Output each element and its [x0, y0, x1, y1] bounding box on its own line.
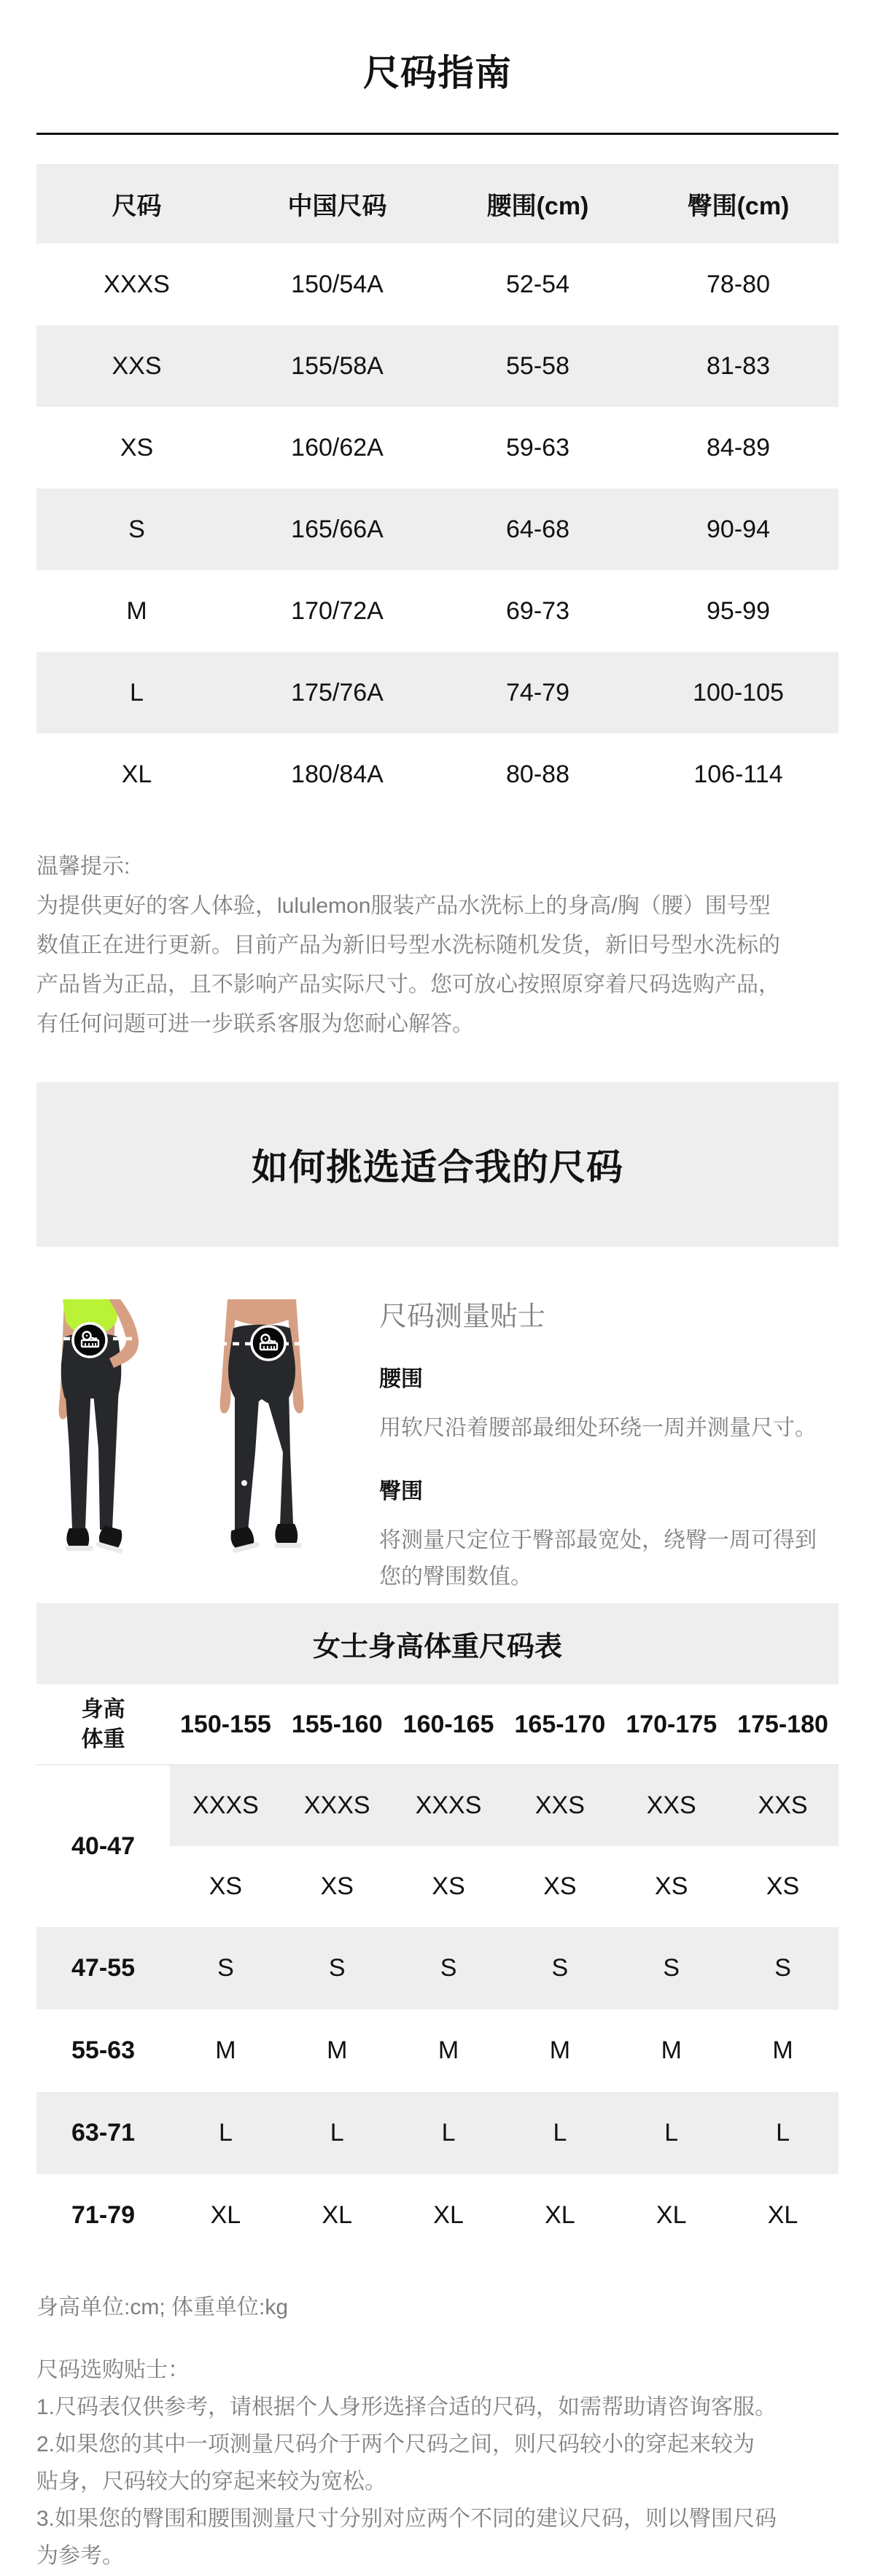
waist-label: 腰围 — [379, 1367, 423, 1391]
weight-row-55-63 — [36, 2009, 839, 2092]
size-cell: S — [551, 1954, 569, 1982]
size-cell: XL — [656, 2201, 687, 2229]
size-cell: M — [327, 2036, 348, 2064]
size-cell: XS — [543, 1872, 577, 1900]
size-cell: S — [328, 1954, 346, 1982]
height-column-header: 170-175 — [626, 1710, 718, 1738]
size-cell: XXS — [758, 1791, 808, 1819]
size-cell: XXXS — [415, 1791, 482, 1819]
purchase-tip-line: 为参考。 — [36, 2544, 124, 2568]
size-cell: XXS — [534, 1791, 585, 1819]
how-to-banner — [36, 1082, 839, 1247]
leggings-models-image — [36, 1299, 321, 1569]
purchase-tip-line: 贴身，尺码较大的穿起来较为宽松。 — [36, 2470, 386, 2494]
size-cell: XS — [655, 1872, 688, 1900]
cell: 100-105 — [693, 678, 784, 707]
size-cell: XL — [767, 2201, 798, 2229]
notice-line: 为提供更好的客人体验，lululemon服装产品水洗标上的身高/胸（腰）围号型 — [36, 894, 771, 918]
cell: 52-54 — [506, 270, 569, 298]
size-cell: S — [774, 1954, 791, 1982]
weight-range-label: 71-79 — [71, 2201, 135, 2229]
height-weight-header-row — [36, 1684, 839, 1765]
purchase-tip-line: 1.尺码表仅供参考，请根据个人身形选择合适的尺码，如需帮助请咨询客服。 — [36, 2395, 777, 2419]
size-subrow — [170, 1765, 839, 1846]
height-column-header: 150-155 — [180, 1710, 271, 1738]
size-cell: XL — [210, 2201, 241, 2229]
tape-measure-badge — [252, 1326, 285, 1360]
waist-description: 用软尺沿着腰部最细处环绕一周并测量尺寸。 — [379, 1416, 817, 1440]
size-cell: XL — [545, 2201, 575, 2229]
size-cell: S — [663, 1954, 680, 1982]
table-row-l — [36, 652, 839, 734]
height-weight-banner — [36, 1603, 839, 1684]
cell: 78-80 — [707, 270, 770, 298]
cell: XXS — [112, 351, 162, 380]
weight-row-71-79 — [36, 2174, 839, 2257]
weight-range-label: 63-71 — [71, 2119, 135, 2147]
size-cell: XS — [209, 1872, 243, 1900]
corner-height-label: 身高 — [81, 1697, 125, 1721]
cell: 150/54A — [291, 270, 384, 298]
notice-line: 数值正在进行更新。目前产品为新旧号型水洗标随机发货，新旧号型水洗标的 — [36, 933, 780, 957]
size-chart-table — [36, 164, 839, 815]
cell: XXXS — [104, 270, 170, 298]
measurement-tips-title: 尺码测量贴士 — [379, 1301, 546, 1332]
corner-weight-label: 体重 — [81, 1727, 125, 1751]
hip-description-line: 将测量尺定位于臀部最宽处，绕臀一周可得到 — [379, 1528, 817, 1552]
purchase-tips — [36, 2351, 839, 2575]
notice-block — [36, 847, 839, 1044]
cell: 160/62A — [291, 433, 384, 462]
weight-range-label: 47-55 — [71, 1954, 135, 1982]
size-cell: M — [215, 2036, 236, 2064]
table-row-xxs — [36, 325, 839, 407]
cell: 81-83 — [707, 351, 770, 380]
height-weight-title: 女士身高体重尺码表 — [312, 1632, 562, 1662]
size-cell: S — [217, 1954, 234, 1982]
tape-measure-badge — [73, 1323, 106, 1357]
notice-line: 温馨提示: — [36, 855, 131, 879]
notice-line: 产品皆为正品，且不影响产品实际尺寸。您可放心按照原穿着尺码选购产品， — [36, 973, 780, 997]
weight-range-label: 55-63 — [71, 2036, 135, 2064]
cell: 74-79 — [506, 678, 569, 707]
table-row-m — [36, 570, 839, 652]
size-chart-header-row — [36, 164, 839, 244]
size-cell: L — [776, 2119, 790, 2147]
size-cell: S — [440, 1954, 457, 1982]
column-header-cn-size: 中国尺码 — [287, 192, 387, 220]
size-cell: M — [438, 2036, 459, 2064]
cell: 106-114 — [693, 760, 783, 788]
cell: 84-89 — [707, 433, 770, 462]
brand-logo-dot — [241, 1480, 247, 1486]
purchase-tip-line: 3.如果您的臀围和腰围测量尺寸分别对应两个不同的建议尺码，则以臀围尺码 — [36, 2507, 777, 2531]
cell: 170/72A — [291, 596, 384, 625]
cell: 175/76A — [291, 678, 384, 707]
height-column-header: 165-170 — [514, 1710, 606, 1738]
size-cell: L — [330, 2119, 344, 2147]
cell: 55-58 — [506, 351, 569, 380]
corner-cell — [36, 1694, 170, 1754]
table-row-xl — [36, 734, 839, 815]
cell: 165/66A — [291, 515, 384, 543]
column-header-waist: 腰围(cm) — [486, 192, 589, 220]
page-title: 尺码指南 — [363, 52, 512, 93]
hip-description — [379, 1522, 817, 1595]
height-column-header: 175-180 — [737, 1710, 828, 1738]
footer-notes — [36, 2293, 839, 2575]
how-to-title: 如何挑选适合我的尺码 — [252, 1147, 623, 1188]
size-cell: XXXS — [192, 1791, 259, 1819]
size-cell: XXXS — [303, 1791, 370, 1819]
cell: 90-94 — [707, 515, 770, 543]
cell: 64-68 — [506, 515, 569, 543]
height-column-header: 155-160 — [291, 1710, 383, 1738]
cell: 95-99 — [707, 596, 770, 625]
size-cell: L — [664, 2119, 679, 2147]
column-header-size: 尺码 — [112, 192, 162, 220]
cell: XS — [120, 433, 154, 462]
size-cell: L — [553, 2119, 567, 2147]
weight-row-63-71 — [36, 2092, 839, 2174]
hip-description-line: 您的臀围数值。 — [379, 1565, 532, 1589]
purchase-tips-title: 尺码选购贴士： — [36, 2358, 190, 2382]
size-cell: XXS — [646, 1791, 696, 1819]
weight-row-47-55 — [36, 1927, 839, 2009]
purchase-tip-line: 2.如果您的其中一项测量尺码介于两个尺码之间，则尺码较小的穿起来较为 — [36, 2432, 755, 2456]
size-measurement-illustration — [36, 1299, 321, 1569]
weight-row-cells — [170, 1765, 839, 1927]
table-row-xxxs — [36, 244, 839, 325]
size-cell: XL — [433, 2201, 464, 2229]
cell: XL — [121, 760, 152, 788]
weight-row-40-47 — [36, 1765, 839, 1927]
weight-range-label: 40-47 — [71, 1832, 135, 1860]
size-cell: M — [772, 2036, 793, 2064]
height-column-header: 160-165 — [402, 1710, 494, 1738]
cell: L — [130, 678, 144, 707]
size-cell: XS — [320, 1872, 354, 1900]
cell: 59-63 — [506, 433, 569, 462]
cell: 155/58A — [291, 351, 384, 380]
notice-line: 有任何问题可进一步联系客服为您耐心解答。 — [36, 1012, 474, 1036]
table-row-xs — [36, 407, 839, 489]
size-cell: XS — [766, 1872, 800, 1900]
size-cell: L — [441, 2119, 456, 2147]
cell: 69-73 — [506, 596, 569, 625]
size-cell: L — [218, 2119, 233, 2147]
height-weight-table — [36, 1684, 839, 2257]
measurement-section — [36, 1299, 839, 1589]
size-cell: M — [661, 2036, 682, 2064]
model-back-figure — [220, 1299, 309, 1553]
hip-label: 臀围 — [379, 1479, 423, 1503]
table-row-s — [36, 489, 839, 570]
cell: 180/84A — [291, 760, 384, 788]
title-divider — [36, 133, 839, 135]
cell: S — [128, 515, 145, 543]
column-header-hip: 臀围(cm) — [687, 192, 790, 220]
size-cell: M — [549, 2036, 571, 2064]
model-front-figure — [51, 1299, 139, 1554]
cell: 80-88 — [506, 760, 569, 788]
measurement-tips-text — [379, 1299, 817, 1589]
size-cell: XS — [432, 1872, 465, 1900]
size-cell: XL — [322, 2201, 353, 2229]
cell: M — [126, 596, 147, 625]
size-subrow — [170, 1846, 839, 1927]
units-note: 身高单位:cm; 体重单位:kg — [36, 2295, 289, 2319]
